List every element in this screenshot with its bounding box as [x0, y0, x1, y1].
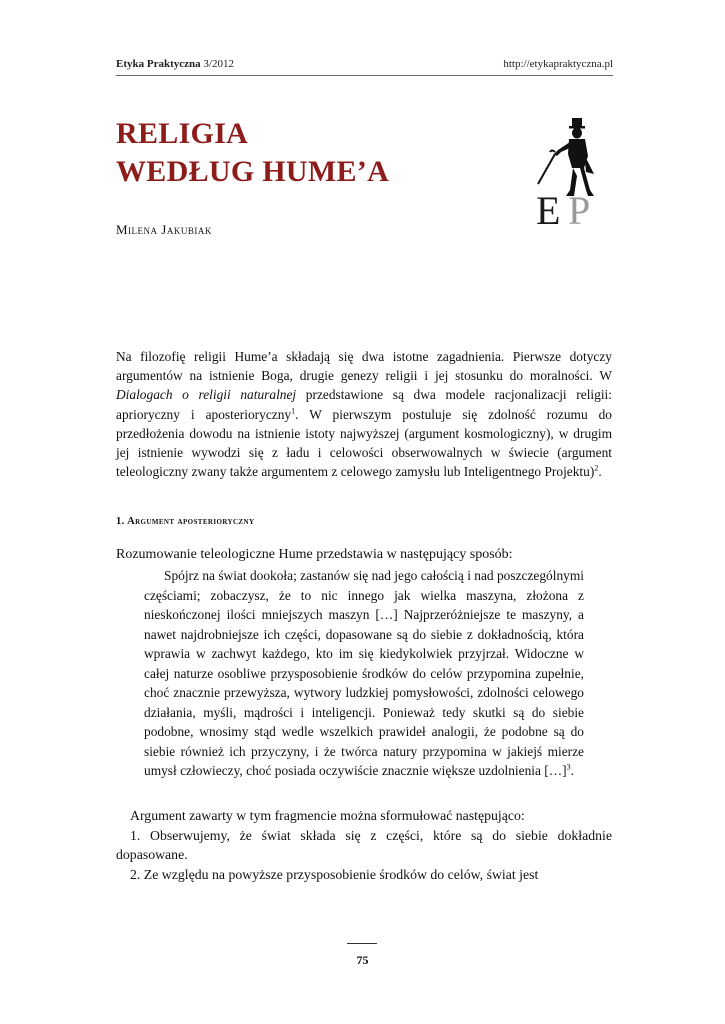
title-line-2: WEDŁUG HUME’A — [116, 155, 390, 188]
article-title — [116, 115, 389, 191]
section-heading: 1. Argument aposterioryczny — [116, 516, 255, 527]
list-item-2: 2. Ze względu na powyższe przysposobienie środków do celów, świat jest — [130, 866, 539, 882]
body-paragraph: Argument zawarty w tym fragmencie można sformułować następująco: — [130, 808, 525, 823]
list-item-1: 1. Obserwujemy, że świat składa się z części, które są do siebie dokładnie dopasowane. — [116, 827, 612, 862]
abstract-paragraph — [116, 347, 612, 481]
abstract-text-2: przedstawione są dwa modele racjonalizacji religii: aprioryczny i aposterioryczny — [116, 387, 612, 422]
block-quote — [144, 566, 584, 781]
quote-text: Spójrz na świat dookoła; zastanów się nad jego całością i nad poszczególnymi częściami; zobaczysz, że to nic innego jak wielka maszyna, złożona z nieskończonej ilości mniejszych maszyn […] Najprzeróżniejsze te maszyny, a nawet najdrobniejsze ich części, dopasowane są do siebie z dokładnością, która wprawia w zachwyt każdego, kto im się kiedykolwiek przyjrzał. Widoczne w całej naturze osobliwe przysposobienie środków do celów przypomina zupełnie, choć znacznie przewyższa, wytwory ludzkiej pomysłowości, zdolności celowego działania, myśli, mądrości i inteligencji. Ponieważ tedy skutki są do siebie podobne, wnosimy stąd wedle wszelkich prawideł analogii, że podobne są do siebie również ich przyczyny, i że twórca natury przypomina w jakiejś mierze umysł człowieczy, choć posiada oczywiście znacznie większe uzdolnienia […] — [144, 568, 584, 778]
dialogues-title: Dialogach o religii naturalnej — [116, 387, 297, 403]
quote-end: . — [570, 763, 574, 778]
abstract-text-1: Na filozofię religii Hume’a składają się dwa istotne zagadnienia. Pierwsze dotyczy argumentów na istnienie Boga, drugie genezy religii i jej stosunku do moralności. W — [116, 349, 612, 384]
footnote-ref-1[interactable]: 1 — [291, 406, 296, 416]
journal-name: Etyka Praktyczna — [116, 58, 201, 70]
body-text — [116, 806, 612, 884]
author-name: Milena Jakubiak — [116, 222, 212, 237]
logo-letter-p: P — [568, 188, 591, 228]
intro-sentence: Rozumowanie teleologiczne Hume przedstawia w następujący sposób: — [116, 547, 513, 562]
abstract-text-4: . — [598, 464, 602, 480]
abstract-text-3: . W pierwszym postuluje się zdolność rozumu do przedłożenia dowodu na istnienie istoty najwyższej (argument kosmologiczny), w drugim jej istnienie wywodzi się z ładu i celowości obserwowalnych w świecie (argument teleologiczny zwany także argumentem z celowego zamysłu lub Inteligentnego Projektu) — [116, 406, 612, 480]
journal-issue: 3/2012 — [203, 58, 234, 70]
footnote-ref-2[interactable]: 2 — [594, 463, 599, 473]
title-line-1: RELIGIA — [116, 117, 249, 150]
page-number: 75 — [356, 953, 369, 967]
footer-rule — [347, 943, 377, 944]
journal-citation — [116, 58, 234, 70]
footnote-ref-3[interactable]: 3 — [566, 762, 571, 772]
logo-letter-e: E — [536, 188, 561, 228]
journal-url[interactable]: http://etykapraktyczna.pl — [503, 58, 613, 70]
header-rule — [116, 75, 613, 76]
running-head — [116, 58, 613, 70]
top-hat-gentleman-logo-icon — [528, 116, 612, 228]
